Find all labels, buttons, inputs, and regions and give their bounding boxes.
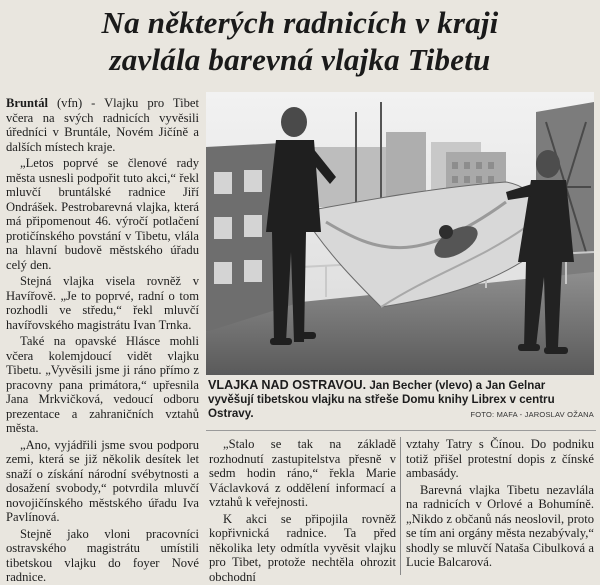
caption-text: Jan Becher (vlevo) a Jan Gelnar vyvěšují tibetskou vlajku na střeše Domu knihy Librex v centru Ostravy. bbox=[208, 379, 555, 420]
photo-two-men-holding-flag-on-roof-icon bbox=[206, 92, 594, 375]
headline-line-1: Na některých radnicích v kraji bbox=[101, 5, 499, 40]
dateline: Bruntál bbox=[6, 96, 48, 110]
article-column-1 bbox=[6, 96, 199, 585]
news-photo bbox=[206, 92, 594, 375]
paragraph: „Letos poprvé se členové rady města usnesli podpořit tuto akci,“ řekl mluvčí bruntálské radnice Jiří Ondrášek. Pestrobarevná vlajka, která má připomenout 46. výročí potlačení protičínského povstání v Tibetu, vlála na hlavní budově městského úřadu celý den. bbox=[6, 156, 199, 272]
caption-heading: VLAJKA NAD OSTRAVOU. bbox=[208, 378, 367, 392]
photo-credit: FOTO: MAFA - JAROSLAV OŽANA bbox=[470, 410, 594, 419]
paragraph: Stejná vlajka visela rovněž v Havířově. „Je to poprvé, radní o tom rozhodli ve středu,“ řekl mluvčí havířovského magistrátu Ivan Trnka. bbox=[6, 274, 199, 332]
headline-line-2: zavlála barevná vlajka Tibetu bbox=[109, 42, 491, 77]
article-column-3 bbox=[406, 437, 594, 570]
paragraph: Také na opavské Hlásce mohli včera kolemjdoucí vidět vlajku Tibetu. „Vyvěsili jsme ji ráno přímo z pracovny pana primátora,“ upřesnila Jana Mrkvičková, vedoucí odboru prezentace a zahraničních vztahů města. bbox=[6, 334, 199, 435]
paragraph: „Stalo se tak na základě rozhodnutí zastupitelstva přesně v sedm hodin ráno,“ řekla Marie Václavková z oddělení informací a vztahů k veřejnosti. bbox=[209, 437, 396, 509]
caption-divider bbox=[206, 430, 596, 431]
headline bbox=[0, 4, 600, 78]
lead-paragraph bbox=[6, 96, 199, 154]
paragraph: vztahy Tatry s Čínou. Do podniku totiž přišel protestní dopis z čínské ambasády. bbox=[406, 437, 594, 480]
paragraph: K akci se připojila rovněž kopřivnická radnice. Ta před několika lety odmítla vyvěsit vlajku pro Tibet, protože nechtěla ohrozit obchodní bbox=[209, 511, 396, 584]
lead-text: (vfn) - Vlajku pro Tibet včera na svých radnicích vyvěsili úředníci v Bruntále, Novém Jičíně a dalších místech kraje. bbox=[6, 96, 199, 154]
article-column-2 bbox=[209, 437, 396, 584]
paragraph: „Ano, vyjádřili jsme svou podporu zemi, která se již několik desítek let snaží o získání národní svébytnosti a dosažení svobody,“ potvrdila mluvčí novojičínského městského úřadu Iva Pavlínová. bbox=[6, 437, 199, 524]
paragraph: Stejně jako vloni pracovníci ostravského magistrátu umístili tibetskou vlajku do foyer Nové radnice. bbox=[6, 526, 199, 584]
column-divider bbox=[400, 437, 401, 575]
paragraph: Barevná vlajka Tibetu nezavlála na radnicích v Orlové a Bohumíně. „Nikdo z občanů nás neoslovil, proto se tím ani orgány města nezabývaly,“ shodly se mluvčí Nataša Cibulková a Lucie Balcarová. bbox=[406, 482, 594, 569]
